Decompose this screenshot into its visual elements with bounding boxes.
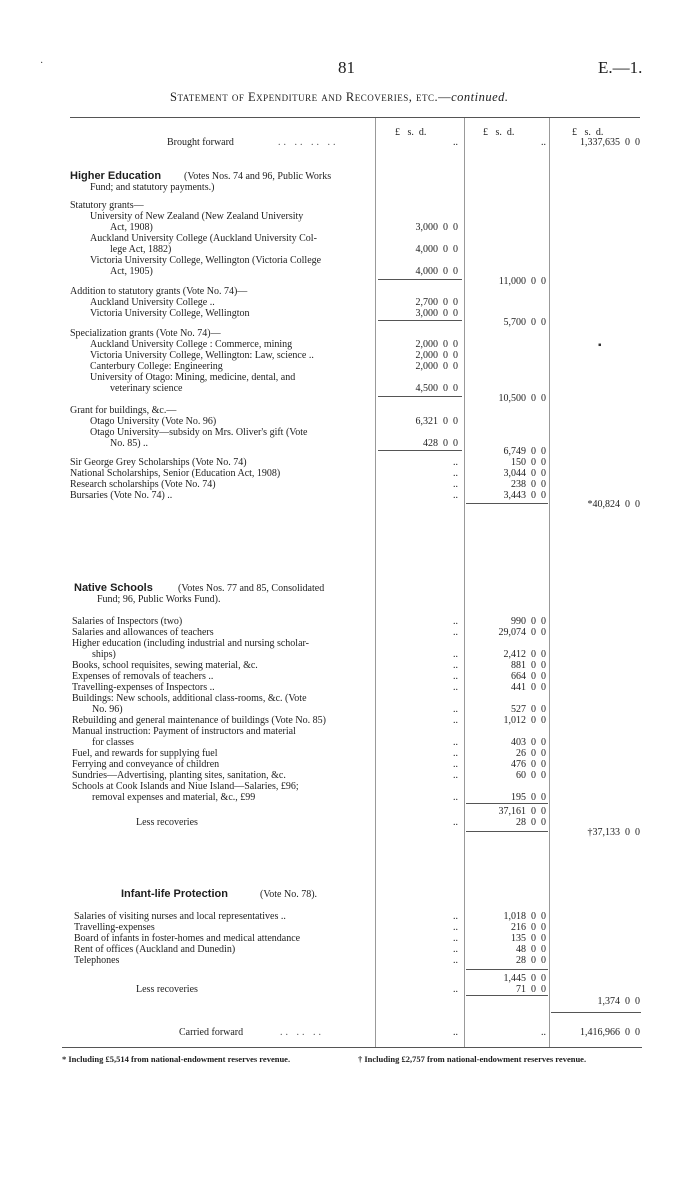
- amount: 71 0 0: [516, 984, 546, 995]
- amount: 403 0 0: [511, 737, 546, 748]
- section-total: 1,374 0 0: [597, 996, 640, 1007]
- amount: 4,000 0 0: [415, 244, 458, 255]
- line-text: Manual instruction: Payment of instructors and material: [72, 726, 296, 737]
- carried-forward-total: 1,416,966 0 0: [580, 1027, 640, 1038]
- line-text: Sir George Grey Scholarships (Vote No. 74): [70, 457, 247, 468]
- amount: 195 0 0: [511, 792, 546, 803]
- amount: 3,000 0 0: [415, 222, 458, 233]
- line-text: Victoria University College, Wellington (Victoria College: [90, 255, 322, 266]
- buildings-label: Grant for buildings, &c.—: [70, 405, 177, 416]
- subtotal: 37,161 0 0: [498, 806, 546, 817]
- footnote-2: † Including £2,757 from national-endowment reserves revenue.: [358, 1054, 587, 1064]
- report-reference: E.—1.: [598, 58, 643, 77]
- amount: 238 0 0: [511, 479, 546, 490]
- amount: 4,500 0 0: [415, 383, 458, 394]
- line-text: Victoria University College, Wellington: [90, 308, 250, 319]
- amount: ..: [453, 770, 458, 781]
- section-note: (Votes Nos. 77 and 85, Consolidated: [178, 583, 325, 594]
- carried-forward-row: [0, 1027, 700, 1039]
- line-text: Salaries and allowances of teachers: [72, 627, 214, 638]
- brought-forward-total: 1,337,635 0 0: [580, 137, 640, 148]
- amount: ..: [453, 748, 458, 759]
- amount: 28 0 0: [516, 817, 546, 828]
- amount: 2,412 0 0: [503, 649, 546, 660]
- line-text: Act, 1905): [110, 266, 153, 277]
- amount: 6,321 0 0: [415, 416, 458, 427]
- amount: 135 0 0: [511, 933, 546, 944]
- amount: ..: [453, 660, 458, 671]
- brought-forward-label: Brought forward: [167, 137, 234, 148]
- line-text: Travelling-expenses of Inspectors ..: [72, 682, 215, 693]
- leader-dots: .. .. .. ..: [278, 137, 339, 148]
- bottom-rule: [62, 1047, 642, 1048]
- addition-label: Addition to statutory grants (Vote No. 74)—: [70, 286, 248, 297]
- line-text: ships): [92, 649, 116, 660]
- amount: ..: [453, 490, 458, 501]
- line-text: Otago University (Vote No. 96): [90, 416, 217, 427]
- top-rule: [70, 117, 640, 118]
- amount: 150 0 0: [511, 457, 546, 468]
- line-text: lege Act, 1882): [110, 244, 172, 255]
- amount: ..: [453, 616, 458, 627]
- line-text: Research scholarships (Vote No. 74): [70, 479, 216, 490]
- page-title: [170, 90, 509, 105]
- line-text: Expenses of removals of teachers ..: [72, 671, 214, 682]
- line-text: Salaries of Inspectors (two): [72, 616, 183, 627]
- amount: ..: [453, 955, 458, 966]
- subtotal: 5,700 0 0: [503, 317, 546, 328]
- line-text: Auckland University College (Auckland University Col-: [90, 233, 317, 244]
- amount: 2,700 0 0: [415, 297, 458, 308]
- amount: 3,443 0 0: [503, 490, 546, 501]
- line-text: veterinary science: [110, 383, 183, 394]
- infant-life-heading-row: [0, 888, 700, 902]
- line-text: Schools at Cook Islands and Niue Island—Salaries, £96;: [72, 781, 299, 792]
- subtotal: 1,445 0 0: [503, 973, 546, 984]
- amount: 428 0 0: [423, 438, 458, 449]
- line-text: Sundries—Advertising, planting sites, sanitation, &c.: [72, 770, 286, 781]
- amount: 216 0 0: [511, 922, 546, 933]
- line-text: for classes: [92, 737, 134, 748]
- brought-forward-c2: ..: [541, 137, 546, 148]
- line-text: Rebuilding and general maintenance of buildings (Vote No. 85): [72, 715, 326, 726]
- amount: ..: [453, 911, 458, 922]
- amount: ..: [453, 984, 458, 995]
- section-note-cont: Fund; and statutory payments.): [90, 182, 215, 193]
- amount: 1,012 0 0: [503, 715, 546, 726]
- line-text: Travelling-expenses: [74, 922, 155, 933]
- carried-forward-label: Carried forward: [179, 1027, 244, 1038]
- amount: 4,000 0 0: [415, 266, 458, 277]
- amount: ..: [453, 792, 458, 803]
- section-heading: Infant-life Protection: [121, 888, 228, 900]
- line-text: Ferrying and conveyance of children: [72, 759, 220, 770]
- line-text: Auckland University College : Commerce, mining: [90, 339, 293, 350]
- column-header-3: £ s. d.: [572, 127, 604, 138]
- line-text: Salaries of visiting nurses and local representatives ..: [74, 911, 286, 922]
- section-note-cont: Fund; 96, Public Works Fund).: [97, 594, 221, 605]
- amount: 3,044 0 0: [503, 468, 546, 479]
- line-text: Buildings: New schools, additional class-rooms, &c. (Vote: [72, 693, 307, 704]
- page-number: 81: [338, 58, 355, 77]
- footnote-1: * Including £5,514 from national-endowment reserves revenue.: [62, 1054, 291, 1064]
- section-total: *40,824 0 0: [587, 499, 640, 510]
- amount: 60 0 0: [516, 770, 546, 781]
- sum-rule: [466, 969, 548, 970]
- amount: 48 0 0: [516, 944, 546, 955]
- amount: ..: [453, 759, 458, 770]
- less-recoveries-label: Less recoveries: [136, 984, 198, 995]
- amount: 1,018 0 0: [503, 911, 546, 922]
- amount: 664 0 0: [511, 671, 546, 682]
- amount: ..: [453, 715, 458, 726]
- line-text: No. 85) ..: [110, 438, 149, 449]
- brought-forward-c1: ..: [453, 137, 458, 148]
- section-heading: Native Schools: [74, 582, 153, 594]
- amount: ..: [453, 933, 458, 944]
- line-text: Higher education (including industrial and nursing scholar-: [72, 638, 309, 649]
- amount: 3,000 0 0: [415, 308, 458, 319]
- line-text: Otago University—subsidy on Mrs. Oliver's gift (Vote: [90, 427, 308, 438]
- amount: 527 0 0: [511, 704, 546, 715]
- amount: ..: [453, 944, 458, 955]
- title-continued: continued.: [451, 90, 509, 104]
- amount: 28 0 0: [516, 955, 546, 966]
- section-total: †37,133 0 0: [587, 827, 640, 838]
- table-row: [0, 955, 700, 967]
- amount: 2,000 0 0: [415, 339, 458, 350]
- amount: 881 0 0: [511, 660, 546, 671]
- line-text: Bursaries (Vote No. 74) ..: [70, 490, 173, 501]
- line-text: Victoria University College, Wellington: Law, science ..: [90, 350, 314, 361]
- amount: ..: [453, 922, 458, 933]
- line-text: Fuel, and rewards for supplying fuel: [72, 748, 218, 759]
- column-header-1: £ s. d.: [395, 127, 427, 138]
- column-header-2: £ s. d.: [483, 127, 515, 138]
- amount: ..: [453, 457, 458, 468]
- scan-speck: ·: [40, 58, 44, 69]
- brought-forward-row: [0, 137, 700, 149]
- line-text: removal expenses and material, &c., £99: [92, 792, 256, 803]
- amount: ..: [453, 817, 458, 828]
- amount: 2,000 0 0: [415, 361, 458, 372]
- title-main: Statement of Expenditure and Recoveries, etc.—: [170, 90, 452, 104]
- amount: ..: [453, 468, 458, 479]
- line-text: Canterbury College: Engineering: [90, 361, 223, 372]
- carried-forward-c2: ..: [541, 1027, 546, 1038]
- amount: ..: [453, 704, 458, 715]
- sum-rule: [466, 803, 548, 804]
- scan-speck: ▪: [598, 340, 602, 351]
- line-text: University of Otago: Mining, medicine, dental, and: [90, 372, 296, 383]
- specialization-label: Specialization grants (Vote No. 74)—: [70, 328, 221, 339]
- amount: ..: [453, 671, 458, 682]
- subtotal: 6,749 0 0: [503, 446, 546, 457]
- line-text: University of New Zealand (New Zealand University: [90, 211, 304, 222]
- line-text: National Scholarships, Senior (Education Act, 1908): [70, 468, 281, 479]
- less-recoveries-label: Less recoveries: [136, 817, 198, 828]
- sum-rule: [551, 1012, 641, 1013]
- section-heading: Higher Education: [70, 170, 162, 182]
- amount: 990 0 0: [511, 616, 546, 627]
- line-text: No. 96): [92, 704, 123, 715]
- amount: ..: [453, 479, 458, 490]
- amount: ..: [453, 627, 458, 638]
- section-note: (Vote No. 78).: [260, 889, 318, 900]
- amount: ..: [453, 737, 458, 748]
- carried-forward-c1: ..: [453, 1027, 458, 1038]
- line-text: Telephones: [74, 955, 120, 966]
- amount: 2,000 0 0: [415, 350, 458, 361]
- subtotal: 11,000 0 0: [498, 276, 546, 287]
- amount: 29,074 0 0: [498, 627, 546, 638]
- statutory-grants-label: Statutory grants—: [70, 200, 144, 211]
- amount: 441 0 0: [511, 682, 546, 693]
- line-text: Board of infants in foster-homes and medical attendance: [74, 933, 301, 944]
- line-text: Books, school requisites, sewing material, &c.: [72, 660, 258, 671]
- leader-dots: .. .. ..: [280, 1027, 324, 1038]
- amount: ..: [453, 682, 458, 693]
- amount: 476 0 0: [511, 759, 546, 770]
- line-text: Rent of offices (Auckland and Dunedin): [74, 944, 236, 955]
- line-text: Act, 1908): [110, 222, 153, 233]
- line-text: Auckland University College ..: [90, 297, 215, 308]
- amount: 26 0 0: [516, 748, 546, 759]
- table-row: [0, 792, 700, 804]
- amount: ..: [453, 649, 458, 660]
- subtotal: 10,500 0 0: [498, 393, 546, 404]
- section-note: (Votes Nos. 74 and 96, Public Works: [184, 171, 332, 182]
